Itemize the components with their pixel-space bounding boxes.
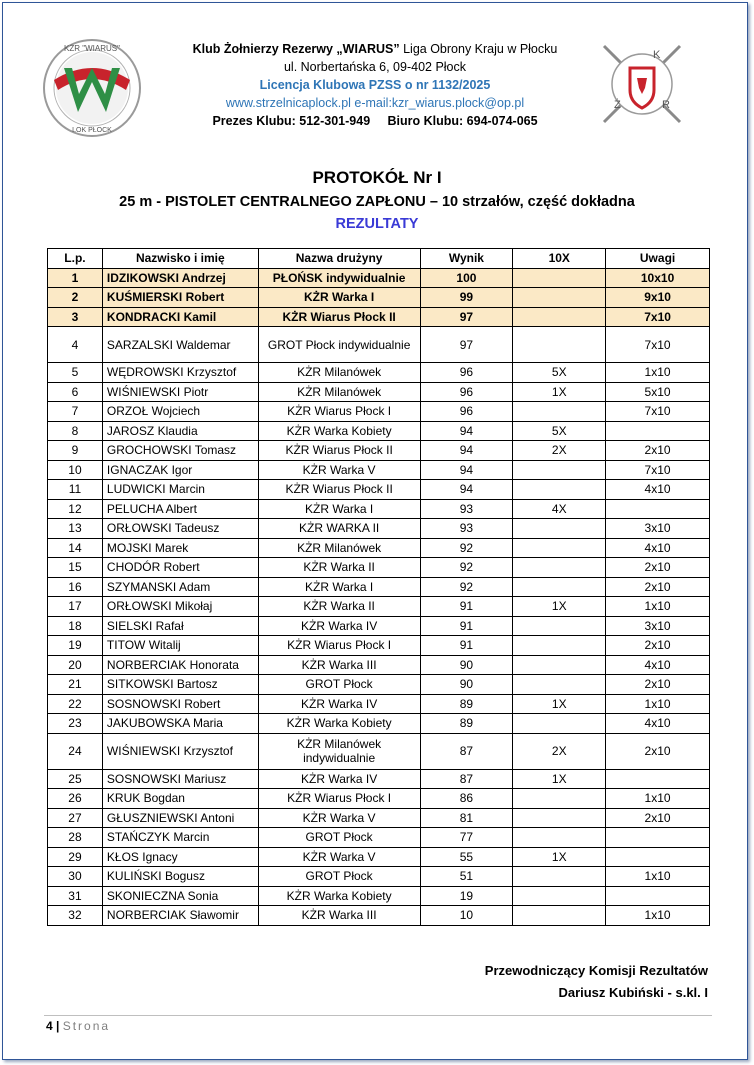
cell-lp: 2 (48, 288, 103, 308)
cell-team: KŻR Wiarus Płock II (258, 307, 420, 327)
cell-name: WĘDROWSKI Krzysztof (102, 363, 258, 383)
cell-10x (513, 577, 606, 597)
cell-lp: 31 (48, 886, 103, 906)
cell-team: KŻR Warka V (258, 847, 420, 867)
cell-lp: 13 (48, 519, 103, 539)
club-address: ul. Norbertańska 6, 09-402 Płock (283, 60, 467, 74)
table-row (48, 828, 710, 848)
cell-score: 94 (420, 441, 513, 461)
cell-lp: 20 (48, 655, 103, 675)
cell-name: ORZOŁ Wojciech (102, 402, 258, 422)
cell-name: SKONIECZNA Sonia (102, 886, 258, 906)
table-row (48, 808, 710, 828)
signature-block (485, 960, 708, 1004)
club-name-rest: Liga Obrony Kraju w Płocku (399, 42, 558, 56)
cell-score: 96 (420, 363, 513, 383)
cell-lp: 12 (48, 499, 103, 519)
cell-notes: 9x10 (606, 288, 710, 308)
table-row (48, 847, 710, 867)
cell-lp: 32 (48, 906, 103, 926)
protocol-title: PROTOKÓŁ Nr I (312, 168, 442, 187)
cell-score: 77 (420, 828, 513, 848)
club-header (170, 40, 580, 130)
cell-score: 89 (420, 694, 513, 714)
cell-name: WIŚNIEWSKI Krzysztof (102, 733, 258, 769)
cell-notes (606, 769, 710, 789)
cell-score: 100 (420, 268, 513, 288)
cell-notes: 2x10 (606, 675, 710, 695)
cell-10x (513, 268, 606, 288)
cell-name: MOJSKI Marek (102, 538, 258, 558)
cell-lp: 27 (48, 808, 103, 828)
cell-score: 91 (420, 597, 513, 617)
cell-name: SIELSKI Rafał (102, 616, 258, 636)
cell-lp: 18 (48, 616, 103, 636)
cell-lp: 10 (48, 460, 103, 480)
cell-team: KŻR Warka I (258, 288, 420, 308)
cell-lp: 22 (48, 694, 103, 714)
cell-10x: 1X (513, 597, 606, 617)
table-row (48, 733, 710, 769)
table-row (48, 558, 710, 578)
cell-10x (513, 480, 606, 500)
cell-notes (606, 499, 710, 519)
cell-lp: 14 (48, 538, 103, 558)
event-title: 25 m - PISTOLET CENTRALNEGO ZAPŁONU – 10 strzałów, część dokładna (119, 194, 635, 210)
page-word: Strona (62, 1019, 111, 1033)
cell-10x (513, 636, 606, 656)
cell-score: 87 (420, 769, 513, 789)
cell-10x (513, 675, 606, 695)
cell-score: 10 (420, 906, 513, 926)
cell-lp: 17 (48, 597, 103, 617)
cell-team: KŻR Milanówek indywidualnie (258, 733, 420, 769)
cell-10x: 1X (513, 847, 606, 867)
col-header-team: Nazwa drużyny (258, 249, 420, 269)
cell-lp: 29 (48, 847, 103, 867)
cell-score: 92 (420, 558, 513, 578)
cell-notes: 2x10 (606, 733, 710, 769)
cell-name: IGNACZAK Igor (102, 460, 258, 480)
section-title: REZULTATY (335, 216, 419, 232)
club-website-email[interactable]: www.strzelnicaplock.pl e-mail:kzr_wiarus.plock@op.pl (225, 96, 525, 110)
cell-team: GROT Płock (258, 675, 420, 695)
cell-team: KŻR Wiarus Płock I (258, 636, 420, 656)
table-row (48, 636, 710, 656)
cell-name: KUŚMIERSKI Robert (102, 288, 258, 308)
cell-name: KŁOS Ignacy (102, 847, 258, 867)
cell-notes: 1x10 (606, 597, 710, 617)
cell-name: IDZIKOWSKI Andrzej (102, 268, 258, 288)
cell-team: GROT Płock (258, 828, 420, 848)
cell-score: 51 (420, 867, 513, 887)
cell-score: 96 (420, 382, 513, 402)
cell-score: 92 (420, 538, 513, 558)
cell-lp: 6 (48, 382, 103, 402)
cell-score: 96 (420, 402, 513, 422)
cell-notes: 4x10 (606, 714, 710, 734)
cell-lp: 19 (48, 636, 103, 656)
table-row (48, 307, 710, 327)
cell-notes: 2x10 (606, 808, 710, 828)
cell-notes: 7x10 (606, 460, 710, 480)
cell-notes: 1x10 (606, 906, 710, 926)
cell-notes: 1x10 (606, 694, 710, 714)
table-row (48, 327, 710, 363)
table-row (48, 577, 710, 597)
cell-notes: 4x10 (606, 655, 710, 675)
cell-team: KŻR Milanówek (258, 538, 420, 558)
cell-notes: 2x10 (606, 558, 710, 578)
club-phones: Prezes Klubu: 512-301-949 Biuro Klubu: 694-074-065 (212, 114, 538, 128)
cell-10x: 2X (513, 441, 606, 461)
footer-separator: | (52, 1019, 63, 1033)
cell-lp: 30 (48, 867, 103, 887)
cell-score: 55 (420, 847, 513, 867)
cell-score: 92 (420, 577, 513, 597)
cell-name: STAŃCZYK Marcin (102, 828, 258, 848)
cell-lp: 15 (48, 558, 103, 578)
cell-name: SARZALSKI Waldemar (102, 327, 258, 363)
page-number: 4 (46, 1019, 53, 1033)
cell-10x (513, 867, 606, 887)
table-row (48, 597, 710, 617)
cell-lp: 8 (48, 421, 103, 441)
cell-notes: 5x10 (606, 382, 710, 402)
col-header-notes: Uwagi (606, 249, 710, 269)
col-header-10x: 10X (513, 249, 606, 269)
table-header-row (48, 249, 710, 269)
cell-lp: 21 (48, 675, 103, 695)
cell-name: KONDRACKI Kamil (102, 307, 258, 327)
cell-team: KŻR Wiarus Płock II (258, 480, 420, 500)
cell-team: KŻR Warka I (258, 577, 420, 597)
cell-10x (513, 307, 606, 327)
cell-lp: 28 (48, 828, 103, 848)
table-row (48, 538, 710, 558)
table-row (48, 906, 710, 926)
cell-team: GROT Płock indywidualnie (258, 327, 420, 363)
cell-10x: 4X (513, 499, 606, 519)
cell-team: KŻR Wiarus Płock I (258, 402, 420, 422)
table-row (48, 886, 710, 906)
col-header-name: Nazwisko i imię (102, 249, 258, 269)
cell-10x: 5X (513, 363, 606, 383)
cell-10x: 5X (513, 421, 606, 441)
cell-score: 91 (420, 616, 513, 636)
cell-notes: 2x10 (606, 577, 710, 597)
cell-notes (606, 828, 710, 848)
cell-notes: 1x10 (606, 789, 710, 809)
cell-score: 91 (420, 636, 513, 656)
club-name: Klub Żołnierzy Rezerwy „WIARUS” (192, 42, 400, 56)
cell-team: KŻR Milanówek (258, 363, 420, 383)
table-row (48, 616, 710, 636)
table-row (48, 789, 710, 809)
cell-10x: 1X (513, 382, 606, 402)
cell-score: 94 (420, 421, 513, 441)
cell-10x (513, 558, 606, 578)
cell-name: SITKOWSKI Bartosz (102, 675, 258, 695)
cell-team: KŻR Warka V (258, 808, 420, 828)
cell-name: PELUCHA Albert (102, 499, 258, 519)
cell-team: KŻR Wiarus Płock I (258, 789, 420, 809)
cell-name: ORŁOWSKI Mikołaj (102, 597, 258, 617)
table-row (48, 499, 710, 519)
cell-score: 86 (420, 789, 513, 809)
cell-10x (513, 886, 606, 906)
cell-notes: 3x10 (606, 616, 710, 636)
signature-role: Przewodniczący Komisji Rezultatów (484, 963, 708, 978)
table-row (48, 694, 710, 714)
cell-notes: 4x10 (606, 538, 710, 558)
cell-team: KŻR Warka III (258, 655, 420, 675)
cell-team: KŻR WARKA II (258, 519, 420, 539)
cell-team: KŻR Warka IV (258, 694, 420, 714)
cell-score: 93 (420, 519, 513, 539)
cell-notes: 1x10 (606, 867, 710, 887)
cell-score: 93 (420, 499, 513, 519)
cell-team: KŻR Warka II (258, 597, 420, 617)
cell-notes: 2x10 (606, 441, 710, 461)
cell-score: 94 (420, 460, 513, 480)
cell-lp: 5 (48, 363, 103, 383)
kzr-emblem (596, 38, 688, 130)
table-row (48, 402, 710, 422)
cell-team: KŻR Warka II (258, 558, 420, 578)
cell-lp: 7 (48, 402, 103, 422)
col-header-score: Wynik (420, 249, 513, 269)
cell-score: 87 (420, 733, 513, 769)
cell-10x (513, 906, 606, 926)
table-row (48, 421, 710, 441)
cell-10x (513, 828, 606, 848)
cell-score: 94 (420, 480, 513, 500)
table-row (48, 363, 710, 383)
table-row (48, 769, 710, 789)
cell-team: KŻR Warka III (258, 906, 420, 926)
table-row (48, 655, 710, 675)
cell-team: PŁOŃSK indywidualnie (258, 268, 420, 288)
cell-lp: 24 (48, 733, 103, 769)
footer-divider (44, 1015, 712, 1016)
cell-lp: 9 (48, 441, 103, 461)
cell-notes (606, 886, 710, 906)
col-header-lp: L.p. (48, 249, 103, 269)
cell-lp: 26 (48, 789, 103, 809)
cell-score: 97 (420, 307, 513, 327)
cell-10x: 1X (513, 694, 606, 714)
cell-team: KŻR Warka IV (258, 616, 420, 636)
results-body (48, 268, 710, 925)
table-row (48, 480, 710, 500)
cell-10x (513, 460, 606, 480)
cell-team: KŻR Warka Kobiety (258, 421, 420, 441)
cell-notes: 2x10 (606, 636, 710, 656)
cell-team: KŻR Warka IV (258, 769, 420, 789)
cell-score: 97 (420, 327, 513, 363)
cell-name: SOSNOWSKI Robert (102, 694, 258, 714)
club-license: Licencja Klubowa PZSS o nr 1132/2025 (259, 78, 491, 92)
table-row (48, 382, 710, 402)
cell-10x: 1X (513, 769, 606, 789)
cell-notes: 7x10 (606, 327, 710, 363)
cell-team: KŻR Warka Kobiety (258, 886, 420, 906)
cell-lp: 4 (48, 327, 103, 363)
cell-name: SOSNOWSKI Mariusz (102, 769, 258, 789)
cell-10x (513, 538, 606, 558)
cell-score: 99 (420, 288, 513, 308)
cell-name: GŁUSZNIEWSKI Antoni (102, 808, 258, 828)
emblem-letter-z: Ż (614, 99, 621, 111)
table-row (48, 675, 710, 695)
cell-name: KRUK Bogdan (102, 789, 258, 809)
cell-team: KŻR Warka I (258, 499, 420, 519)
table-row (48, 519, 710, 539)
cell-team: GROT Płock (258, 867, 420, 887)
cell-10x (513, 789, 606, 809)
cell-score: 90 (420, 675, 513, 695)
cell-team: KŻR Milanówek (258, 382, 420, 402)
cell-notes (606, 847, 710, 867)
cell-lp: 3 (48, 307, 103, 327)
cell-lp: 25 (48, 769, 103, 789)
signature-name: Dariusz Kubiński - s.kl. I (558, 985, 708, 1000)
cell-name: TITOW Witalij (102, 636, 258, 656)
table-row (48, 867, 710, 887)
cell-notes: 1x10 (606, 363, 710, 383)
cell-10x (513, 327, 606, 363)
cell-name: JAROSZ Klaudia (102, 421, 258, 441)
cell-team: KŻR Warka Kobiety (258, 714, 420, 734)
cell-lp: 11 (48, 480, 103, 500)
cell-notes: 7x10 (606, 402, 710, 422)
cell-10x (513, 616, 606, 636)
cell-10x (513, 808, 606, 828)
cell-notes: 4x10 (606, 480, 710, 500)
cell-score: 90 (420, 655, 513, 675)
club-logo-wiarus (42, 38, 142, 138)
cell-name: SZYMANSKI Adam (102, 577, 258, 597)
table-row (48, 460, 710, 480)
cell-name: NORBERCIAK Sławomir (102, 906, 258, 926)
cell-notes: 10x10 (606, 268, 710, 288)
cell-team: KŻR Warka V (258, 460, 420, 480)
cell-name: WIŚNIEWSKI Piotr (102, 382, 258, 402)
table-row (48, 268, 710, 288)
cell-10x (513, 402, 606, 422)
cell-team: KŻR Wiarus Płock II (258, 441, 420, 461)
cell-name: ORŁOWSKI Tadeusz (102, 519, 258, 539)
page-footer (46, 1019, 110, 1033)
cell-name: GROCHOWSKI Tomasz (102, 441, 258, 461)
cell-name: JAKUBOWSKA Maria (102, 714, 258, 734)
cell-score: 81 (420, 808, 513, 828)
cell-name: KULIŃSKI Bogusz (102, 867, 258, 887)
cell-name: NORBERCIAK Honorata (102, 655, 258, 675)
cell-10x (513, 714, 606, 734)
cell-lp: 16 (48, 577, 103, 597)
results-table (47, 248, 710, 926)
cell-notes: 3x10 (606, 519, 710, 539)
table-row (48, 714, 710, 734)
cell-notes: 7x10 (606, 307, 710, 327)
cell-name: LUDWICKI Marcin (102, 480, 258, 500)
logo-left-top-text: KŻR "WIARUS" (64, 44, 120, 53)
cell-10x (513, 288, 606, 308)
cell-10x: 2X (513, 733, 606, 769)
cell-score: 19 (420, 886, 513, 906)
table-row (48, 288, 710, 308)
cell-lp: 1 (48, 268, 103, 288)
cell-10x (513, 655, 606, 675)
cell-lp: 23 (48, 714, 103, 734)
cell-name: CHODÓR Robert (102, 558, 258, 578)
cell-score: 89 (420, 714, 513, 734)
cell-10x (513, 519, 606, 539)
emblem-letter-r: R (662, 99, 670, 111)
emblem-letter-k: K (653, 49, 661, 61)
cell-notes (606, 421, 710, 441)
logo-left-bottom-text: LOK PŁOCK (72, 127, 112, 134)
table-row (48, 441, 710, 461)
